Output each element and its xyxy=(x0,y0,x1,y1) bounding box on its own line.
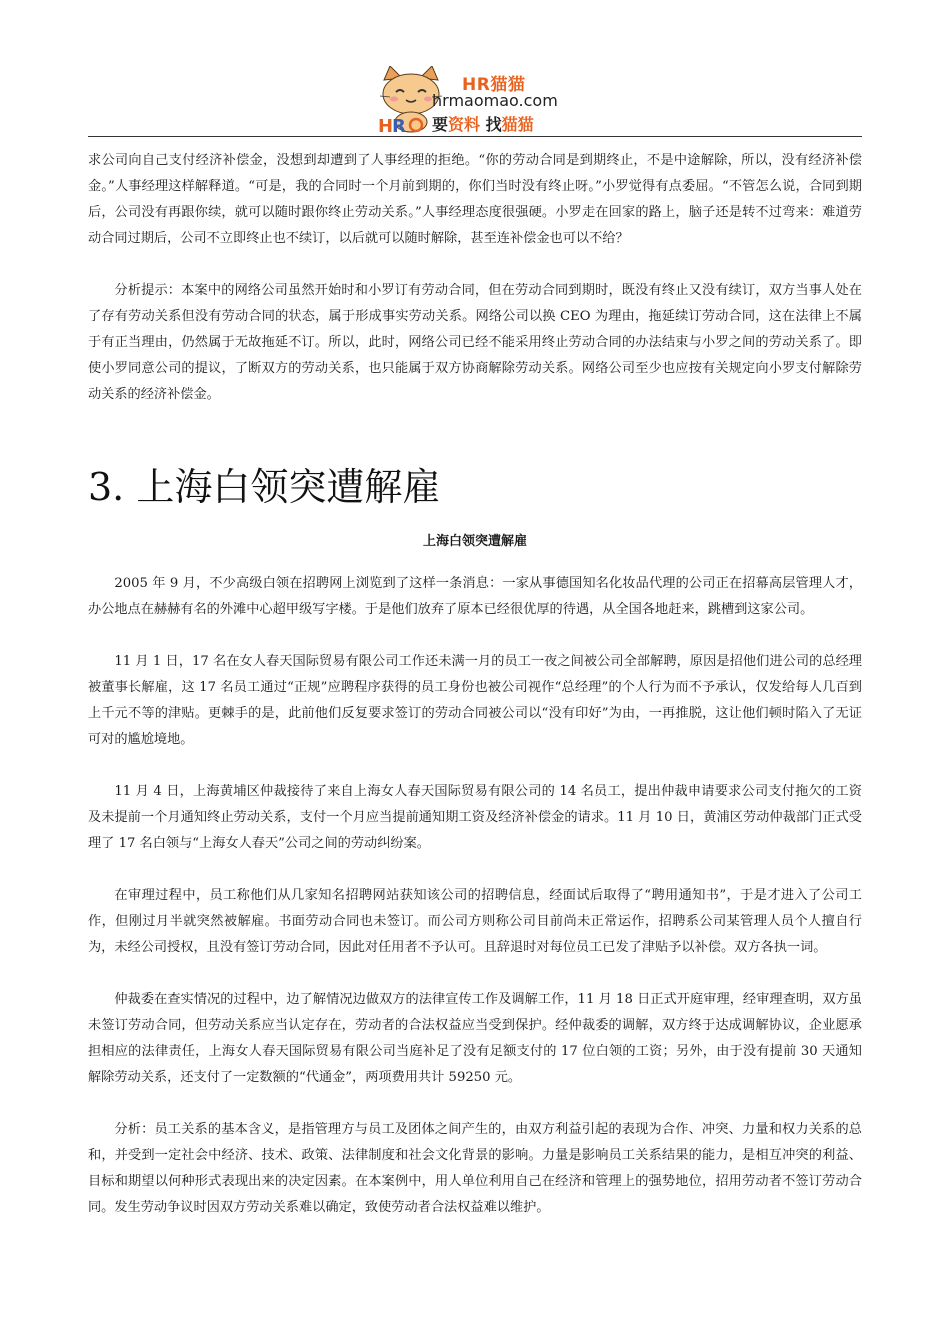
slogan-part-1: 要 xyxy=(432,115,449,134)
slogan-part-3: 找 xyxy=(480,115,502,134)
case-paragraph: 2005 年 9 月，不少高级白领在招聘网上浏览到了这样一条消息：一家从事德国知名化妆品代理的公司正在招幕高层管理人才，办公地点在赫赫有名的外滩中心超甲级写字楼。于是他们放弃了原本已经很优厚的待遇，从全国各地赶来，跳槽到这家公司。 xyxy=(88,576,862,617)
case-paragraph: 11 月 4 日，上海黄埔区仲裁接待了来自上海女人春天国际贸易有限公司的 14 名员工，提出仲裁申请要求公司支付拖欠的工资及未提前一个月通知终止劳动关系，支付一个月应当提前通知期工资及经济补偿金的请求。11 月 10 日，黄浦区劳动仲裁部门正式受理了 17 名白领与“上海女人春天”公司之间的劳动纠纷案。 xyxy=(88,784,862,851)
case-paragraph: 仲裁委在查实情况的过程中，边了解情况边做双方的法律宣传工作及调解工作，11 月 18 日正式开庭审理，经审理查明，双方虽未签订劳动合同，但劳动关系应当认定存在，劳动者的合法权益应当受到保护。经仲裁委的调解，双方终于达成调解协议，企业愿承担相应的法律责任，上海女人春天国际贸易有限公司当庭补足了没有足额支付的 17 位白领的工资；另外，由于没有提前 30 天通知解除劳动关系，还支付了一定数额的“代通金”，两项费用共计 59250 元。 xyxy=(88,992,862,1085)
slogan-part-4: 猫猫 xyxy=(501,115,534,134)
slogan-part-2: 资料 xyxy=(448,115,481,134)
body-paragraph-continued: 求公司向自己支付经济补偿金，没想到却遭到了人事经理的拒绝。“你的劳动合同是到期终止，不是中途解除，所以，没有经济补偿金。”人事经理这样解释道。“可是，我的合同时一个月前到期的，你们当时没有终止呀。”小罗觉得有点委屈。“不管怎么说，合同到期后，公司没有再跟你续，就可以随时跟你终止劳动关系。”人事经理态度很强硬。小罗走在回家的路上，脑子还是转不过弯来：难道劳动合同过期后，公司不立即终止也不续订，以后就可以随时解除，甚至连补偿金也可以不给？ xyxy=(88,153,862,246)
site-domain[interactable]: hrmaomao.com xyxy=(432,91,558,110)
document-body xyxy=(88,148,862,1247)
case-paragraph: 11 月 1 日，17 名在女人春天国际贸易有限公司工作还未满一月的员工一夜之间被公司全部解聘，原因是招他们进公司的总经理被董事长解雇，这 17 名员工通过“正规”应聘程序获得的员工身份也被公司视作“总经理”的个人行为而不予承认，仅发给每人几百到上千元不等的津贴。更棘手的是，此前他们反复要求签订的劳动合同被公司以“没有印好”为由，一再推脱，这让他们顿时陷入了无证可对的尴尬境地。 xyxy=(88,654,862,747)
section-subtitle: 上海白领突遭解雇 xyxy=(422,534,527,549)
svg-text:R: R xyxy=(392,116,406,134)
analysis-hint-paragraph: 分析提示：本案中的网络公司虽然开始时和小罗订有劳动合同，但在劳动合同到期时，既没有终止又没有续订，双方当事人处在了存有劳动关系但没有劳动合同的状态，属于形成事实劳动关系。网络公司以换 CEO 为理由，拖延续订劳动合同，这在法律上不属于有正当理由，仍然属于无故拖延不订。所以，此时，网络公司已经不能采用终止劳动合同的办法结束与小罗之间的劳动关系了。即使小罗同意公司的提议，了断双方的劳动关系，也只能属于双方协商解除劳动关系。网络公司至少也应按有关规定向小罗支付解除劳动关系的经济补偿金。 xyxy=(88,283,862,402)
section-heading: 3. 上海白领突遭解雇 xyxy=(88,465,441,509)
hrmaomao-logo[interactable] xyxy=(376,66,576,134)
brand-slogan xyxy=(432,112,534,135)
brand-name: HR猫猫 xyxy=(462,75,526,95)
case-paragraph: 在审理过程中，员工称他们从几家知名招聘网站获知该公司的招聘信息，经面试后取得了“聘用通知书”，于是才进入了公司工作，但刚过月半就突然被解雇。书面劳动合同也未签订。而公司方则称公司目前尚未正常运作，招聘系公司某管理人员个人擅自行为，未经公司授权，且没有签订劳动合同，因此对任用者不予认可。且辞退时对每位员工已发了津贴予以补偿。双方各执一词。 xyxy=(88,888,862,955)
page-header xyxy=(88,0,862,138)
analysis-paragraph: 分析：员工关系的基本含义，是指管理方与员工及团体之间产生的，由双方利益引起的表现为合作、冲突、力量和权力关系的总和，并受到一定社会中经济、技术、政策、法律制度和社会文化背景的影响。力量是影响员工关系结果的能力，是相互冲突的利益、目标和期望以何种形式表现出来的决定因素。在本案例中，用人单位利用自己在经济和管理上的强势地位，招用劳动者不签订劳动合同。发生劳动争议时因双方劳动关系难以确定，致使劳动者合法权益难以维护。 xyxy=(88,1122,862,1215)
svg-text:H: H xyxy=(378,116,394,134)
header-divider xyxy=(88,136,862,137)
